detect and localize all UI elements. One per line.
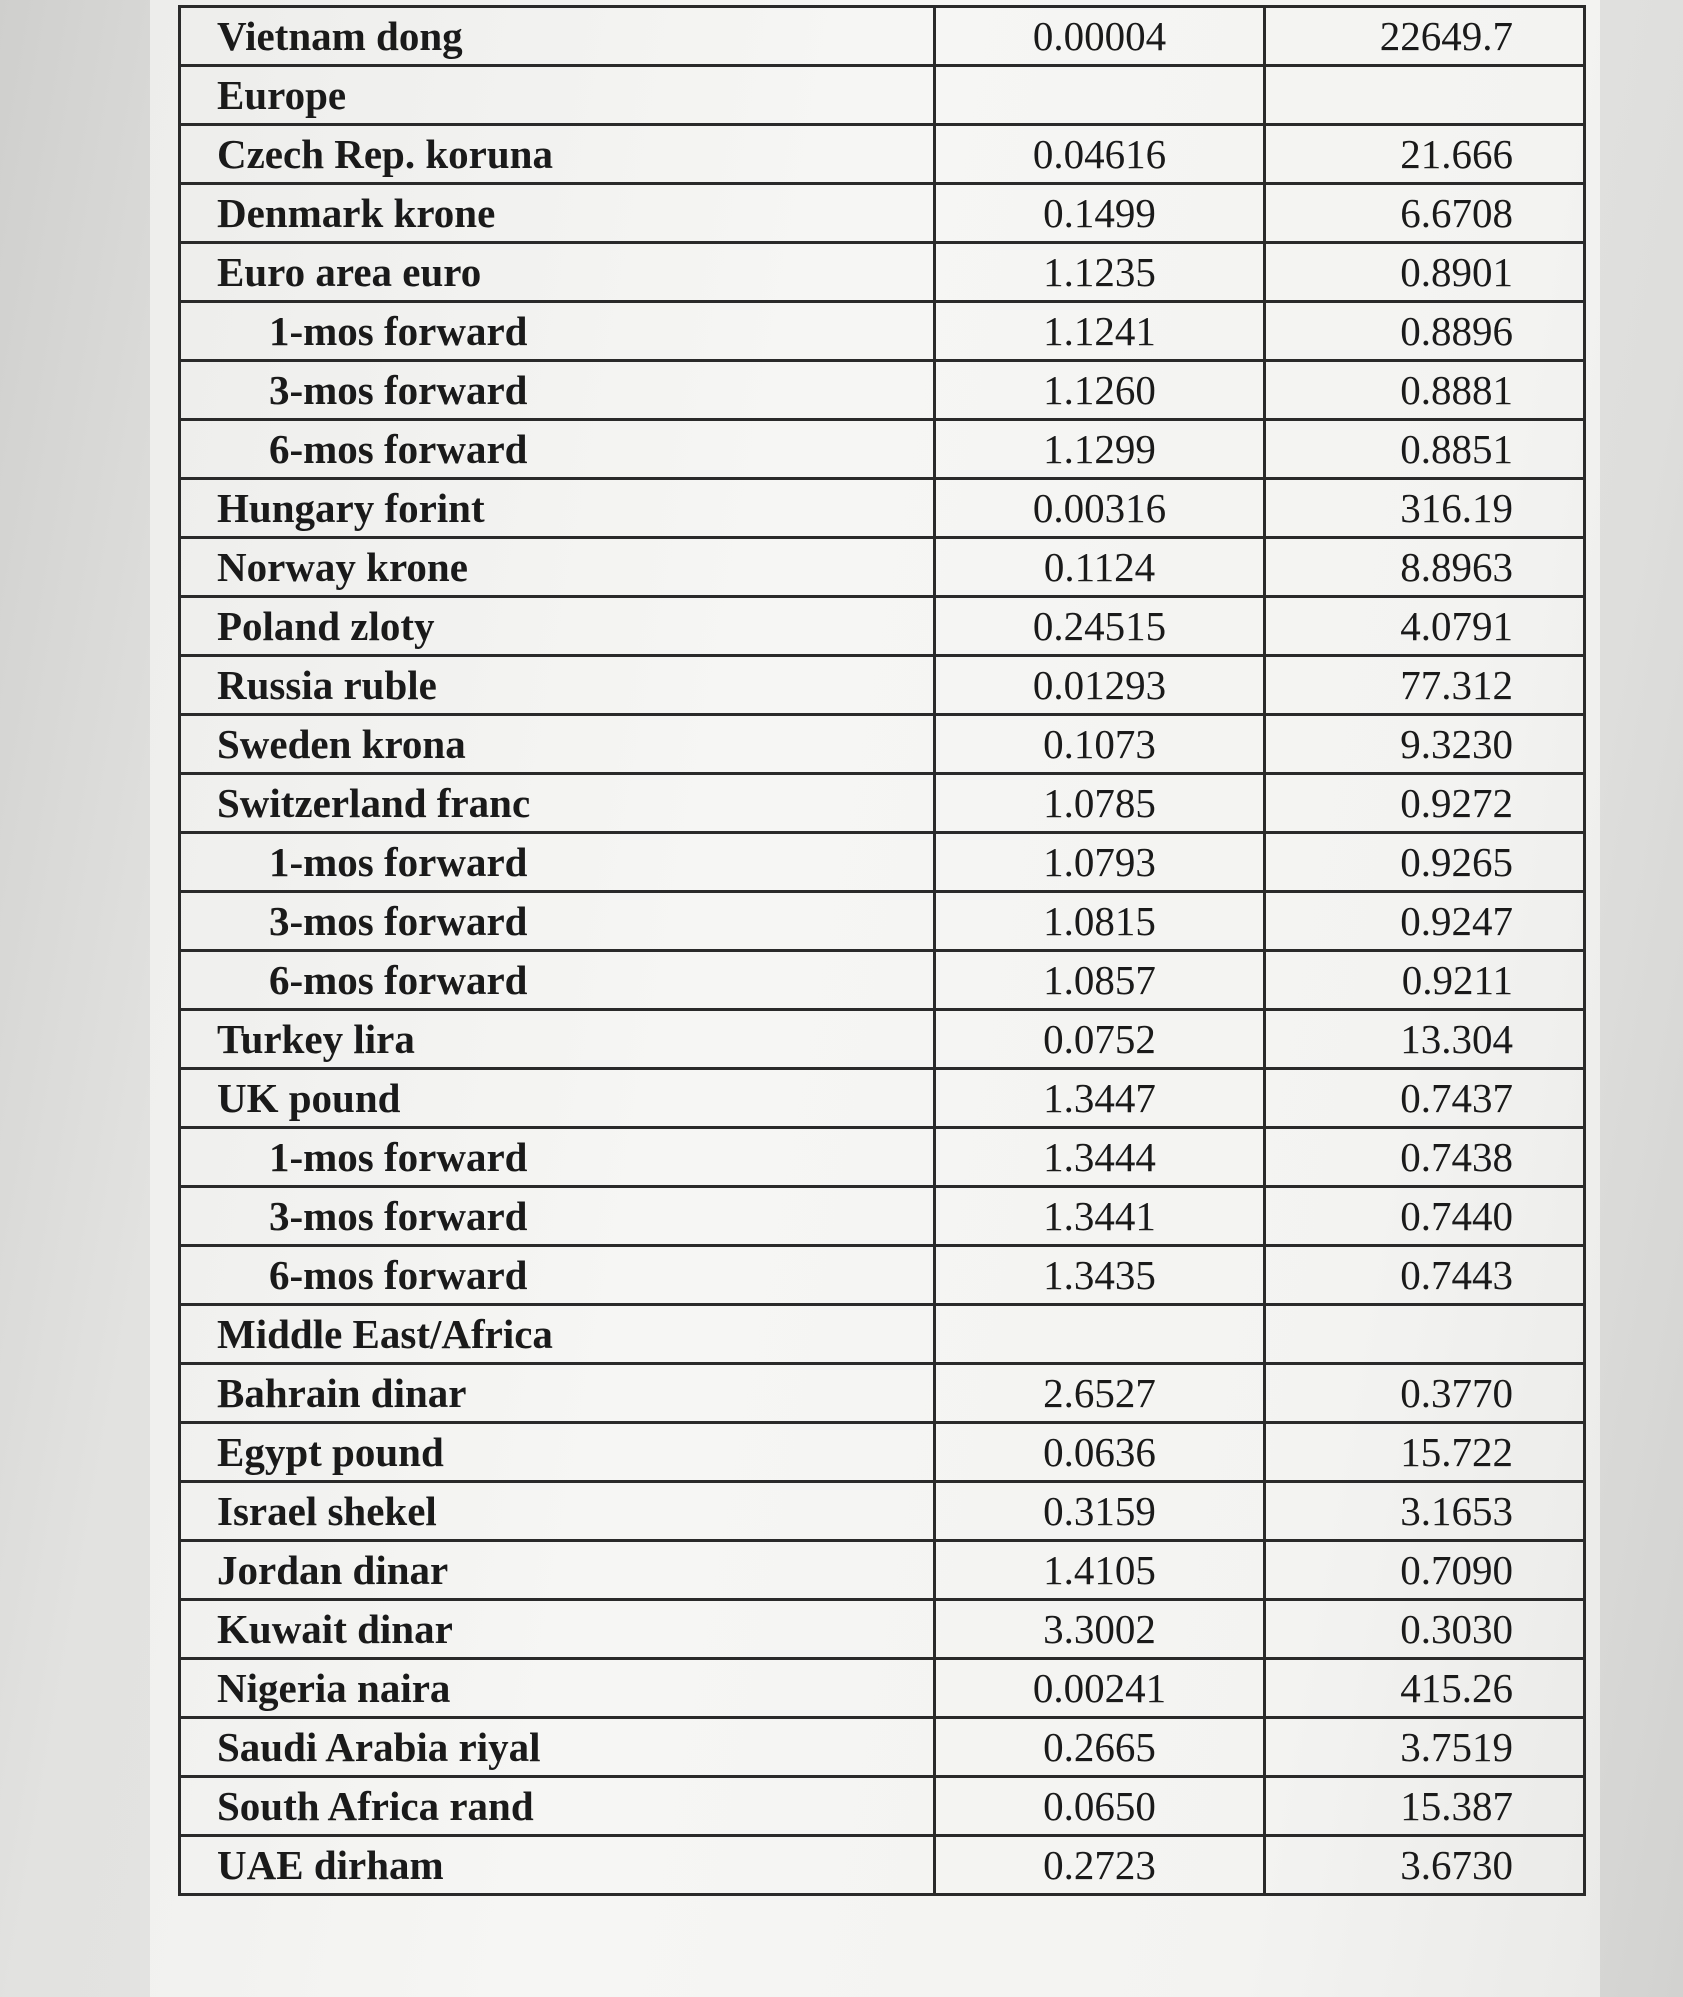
usd-equivalent-cell: 0.0650	[935, 1777, 1265, 1836]
per-usd-cell: 0.8901	[1265, 243, 1585, 302]
currency-name-cell: Turkey lira	[180, 1010, 935, 1069]
currency-name-cell: Saudi Arabia riyal	[180, 1718, 935, 1777]
usd-equivalent-cell: 0.24515	[935, 597, 1265, 656]
currency-name-cell: South Africa rand	[180, 1777, 935, 1836]
table-row	[180, 243, 1585, 302]
usd-equivalent-cell: 0.2723	[935, 1836, 1265, 1895]
currency-name-cell: Poland zloty	[180, 597, 935, 656]
currency-name-cell: Czech Rep. koruna	[180, 125, 935, 184]
currency-name-cell: Kuwait dinar	[180, 1600, 935, 1659]
currency-name-cell: 6-mos forward	[180, 1246, 935, 1305]
usd-equivalent-cell: 0.1499	[935, 184, 1265, 243]
table-row	[180, 951, 1585, 1010]
table-row	[180, 774, 1585, 833]
usd-equivalent-cell: 0.00241	[935, 1659, 1265, 1718]
usd-equivalent-cell: 1.0793	[935, 833, 1265, 892]
currency-name-cell: 6-mos forward	[180, 420, 935, 479]
table-row	[180, 1600, 1585, 1659]
per-usd-cell: 0.9272	[1265, 774, 1585, 833]
usd-equivalent-cell: 1.1235	[935, 243, 1265, 302]
table-row	[180, 833, 1585, 892]
per-usd-cell: 0.8851	[1265, 420, 1585, 479]
currency-name-cell: Vietnam dong	[180, 7, 935, 66]
per-usd-cell: 9.3230	[1265, 715, 1585, 774]
per-usd-cell: 77.312	[1265, 656, 1585, 715]
currency-name-cell: Egypt pound	[180, 1423, 935, 1482]
table-row	[180, 538, 1585, 597]
usd-equivalent-cell: 1.3435	[935, 1246, 1265, 1305]
usd-equivalent-cell: 0.1124	[935, 538, 1265, 597]
currency-name-cell: Euro area euro	[180, 243, 935, 302]
currency-name-cell: 6-mos forward	[180, 951, 935, 1010]
usd-equivalent-cell: 0.0752	[935, 1010, 1265, 1069]
table-row	[180, 420, 1585, 479]
usd-equivalent-cell: 2.6527	[935, 1364, 1265, 1423]
per-usd-cell: 415.26	[1265, 1659, 1585, 1718]
usd-equivalent-cell: 1.1299	[935, 420, 1265, 479]
table-row	[180, 1010, 1585, 1069]
table-row	[180, 184, 1585, 243]
usd-equivalent-cell: 1.3441	[935, 1187, 1265, 1246]
per-usd-cell: 3.1653	[1265, 1482, 1585, 1541]
per-usd-cell: 4.0791	[1265, 597, 1585, 656]
usd-equivalent-cell: 3.3002	[935, 1600, 1265, 1659]
table-row	[180, 1541, 1585, 1600]
usd-equivalent-cell: 1.3447	[935, 1069, 1265, 1128]
currency-name-cell: 1-mos forward	[180, 302, 935, 361]
per-usd-cell: 0.7443	[1265, 1246, 1585, 1305]
table-row	[180, 892, 1585, 951]
table-row	[180, 715, 1585, 774]
per-usd-cell: 0.7438	[1265, 1128, 1585, 1187]
per-usd-cell: 0.8896	[1265, 302, 1585, 361]
per-usd-cell: 22649.7	[1265, 7, 1585, 66]
usd-equivalent-cell: 1.1260	[935, 361, 1265, 420]
currency-name-cell: Russia ruble	[180, 656, 935, 715]
per-usd-cell: 15.722	[1265, 1423, 1585, 1482]
currency-name-cell: Switzerland franc	[180, 774, 935, 833]
per-usd-cell: 3.6730	[1265, 1836, 1585, 1895]
per-usd-cell: 0.9265	[1265, 833, 1585, 892]
table-row	[180, 1659, 1585, 1718]
table-row	[180, 1836, 1585, 1895]
table-row	[180, 597, 1585, 656]
currency-name-cell: 3-mos forward	[180, 892, 935, 951]
usd-equivalent-cell: 0.1073	[935, 715, 1265, 774]
currency-name-cell: 1-mos forward	[180, 833, 935, 892]
exchange-rate-rows	[180, 7, 1585, 1895]
usd-equivalent-cell: 0.01293	[935, 656, 1265, 715]
table-row	[180, 66, 1585, 125]
usd-equivalent-cell: 0.04616	[935, 125, 1265, 184]
per-usd-cell: 0.3030	[1265, 1600, 1585, 1659]
usd-equivalent-cell: 0.0636	[935, 1423, 1265, 1482]
usd-equivalent-cell: 1.0785	[935, 774, 1265, 833]
per-usd-cell: 21.666	[1265, 125, 1585, 184]
table-row	[180, 302, 1585, 361]
usd-equivalent-cell: 1.0857	[935, 951, 1265, 1010]
currency-name-cell: Sweden krona	[180, 715, 935, 774]
table-row	[180, 7, 1585, 66]
currency-name-cell: 1-mos forward	[180, 1128, 935, 1187]
currency-name-cell: Bahrain dinar	[180, 1364, 935, 1423]
table-row	[180, 1423, 1585, 1482]
currency-name-cell: Norway krone	[180, 538, 935, 597]
per-usd-cell: 0.3770	[1265, 1364, 1585, 1423]
table-row	[180, 656, 1585, 715]
table-row	[180, 1777, 1585, 1836]
table-row	[180, 479, 1585, 538]
per-usd-cell	[1265, 66, 1585, 125]
per-usd-cell: 0.9247	[1265, 892, 1585, 951]
table-row	[180, 1364, 1585, 1423]
usd-equivalent-cell: 1.1241	[935, 302, 1265, 361]
per-usd-cell: 3.7519	[1265, 1718, 1585, 1777]
usd-equivalent-cell	[935, 1305, 1265, 1364]
currency-name-cell: UK pound	[180, 1069, 935, 1128]
currency-name-cell: Hungary forint	[180, 479, 935, 538]
per-usd-cell: 15.387	[1265, 1777, 1585, 1836]
currency-name-cell: UAE dirham	[180, 1836, 935, 1895]
per-usd-cell: 0.7440	[1265, 1187, 1585, 1246]
currency-name-cell: Jordan dinar	[180, 1541, 935, 1600]
currency-name-cell: Europe	[180, 66, 935, 125]
exchange-rate-table	[178, 5, 1586, 1896]
table-row	[180, 361, 1585, 420]
currency-name-cell: Middle East/Africa	[180, 1305, 935, 1364]
per-usd-cell: 0.9211	[1265, 951, 1585, 1010]
per-usd-cell: 8.8963	[1265, 538, 1585, 597]
table-row	[180, 125, 1585, 184]
usd-equivalent-cell: 1.3444	[935, 1128, 1265, 1187]
per-usd-cell: 0.7437	[1265, 1069, 1585, 1128]
usd-equivalent-cell: 0.3159	[935, 1482, 1265, 1541]
currency-name-cell: 3-mos forward	[180, 361, 935, 420]
table-row	[180, 1069, 1585, 1128]
table-row	[180, 1482, 1585, 1541]
table-row	[180, 1187, 1585, 1246]
currency-name-cell: Israel shekel	[180, 1482, 935, 1541]
currency-name-cell: 3-mos forward	[180, 1187, 935, 1246]
per-usd-cell: 6.6708	[1265, 184, 1585, 243]
per-usd-cell: 0.7090	[1265, 1541, 1585, 1600]
usd-equivalent-cell: 1.0815	[935, 892, 1265, 951]
usd-equivalent-cell	[935, 66, 1265, 125]
per-usd-cell: 13.304	[1265, 1010, 1585, 1069]
usd-equivalent-cell: 0.00004	[935, 7, 1265, 66]
table-row	[180, 1305, 1585, 1364]
per-usd-cell	[1265, 1305, 1585, 1364]
usd-equivalent-cell: 0.00316	[935, 479, 1265, 538]
table-row	[180, 1718, 1585, 1777]
table-row	[180, 1128, 1585, 1187]
table-row	[180, 1246, 1585, 1305]
per-usd-cell: 316.19	[1265, 479, 1585, 538]
usd-equivalent-cell: 0.2665	[935, 1718, 1265, 1777]
currency-name-cell: Nigeria naira	[180, 1659, 935, 1718]
usd-equivalent-cell: 1.4105	[935, 1541, 1265, 1600]
currency-name-cell: Denmark krone	[180, 184, 935, 243]
per-usd-cell: 0.8881	[1265, 361, 1585, 420]
